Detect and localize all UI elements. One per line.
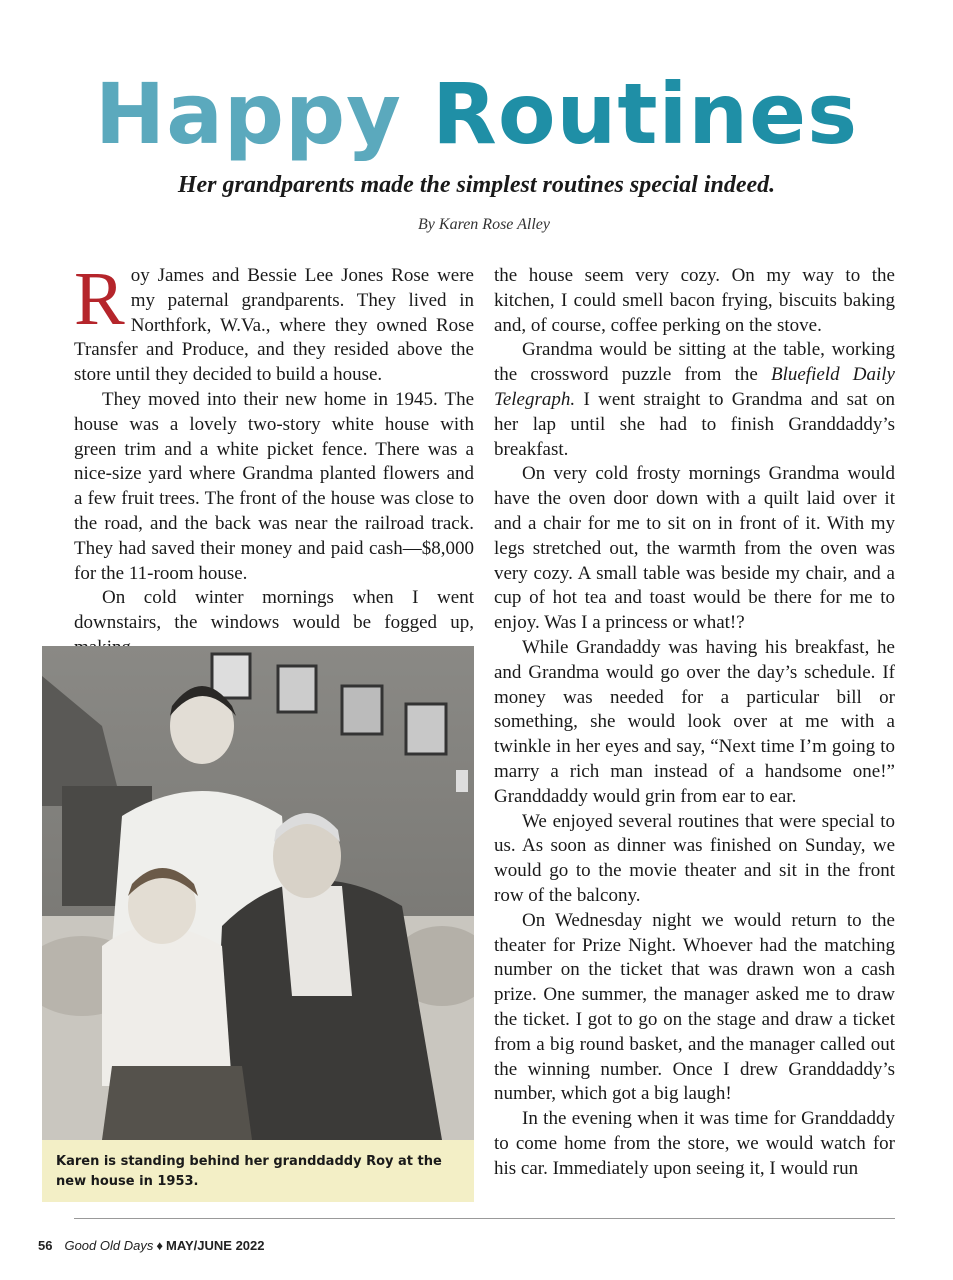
photo-illustration	[42, 646, 474, 1140]
magazine-name: Good Old Days	[64, 1238, 154, 1253]
title-word-routines: Routines	[432, 65, 859, 163]
paragraph-text: Grandma would be sitting at the table, working the crossword puzzle from the	[494, 339, 895, 386]
paragraph: On very cold frosty mornings Grandma would have the oven door down with a quilt laid over it and a chair for me to sit on in front of it. With my legs stretched out, the warmth from the oven was very cozy. A small table was beside my chair, and a cup of hot tea and toast would be there for me to enjoy. Was I a princess or what!?	[494, 463, 895, 634]
newspaper-title: Bluefield Daily Telegraph.	[494, 364, 895, 410]
photo-caption-box	[42, 1140, 474, 1202]
paragraph: In the evening when it was time for Granddaddy to come home from the store, we would watch for his car. Immediately upon seeing it, I would run	[494, 1108, 895, 1179]
issue-date: MAY/JUNE 2022	[165, 1238, 265, 1253]
paragraph: the house seem very cozy. On my way to the kitchen, I could smell bacon frying, biscuits baking and, of course, coffee perking on the stove.	[494, 265, 895, 336]
paragraph: On cold winter mornings when I went downstairs, the windows would be fogged up,	[74, 587, 474, 634]
page-title	[0, 64, 953, 164]
article-column-left	[74, 257, 474, 661]
paragraph	[74, 257, 474, 388]
diamond-separator-icon: ♦	[156, 1238, 163, 1253]
drop-cap: R	[74, 257, 125, 341]
paragraph-text: I went straight to Grandma and sat on her lap until she had to finish Granddaddy’s breakfast.	[494, 388, 895, 460]
paragraph: While Grandaddy was having his breakfast, he and Grandma would go over the day’s schedule. If money was needed for a particular bill or something, she would look over at me with a twinkle in her eyes and say, “Next time I’m going to marry a rich man instead of a handsome one!” Granddaddy would grin from ear to ear.	[494, 636, 895, 807]
footer-divider	[74, 1218, 895, 1219]
paragraph: We enjoyed several routines that were special to us. As soon as dinner was finished on Sunday, we would go to the movie theater and sit in the front row of the balcony.	[494, 810, 895, 906]
paragraph: On Wednesday night we would return to the theater for Prize Night. Whoever had the matching number on the ticket that was drawn won a cash prize. One summer, the manager asked me to draw the ticket. I got to go on the stage and draw a ticket from a big round basket, and the manager called out the winning number. Once I drew Granddaddy’s number, which got a big laugh!	[494, 909, 895, 1105]
paragraph-text: oy James and Bessie Lee Jones Rose were my paternal grandparents. They lived in Northfork, W.Va., where they owned Rose Transfer and Produce, and they resided above the store until they decided to build a house.	[74, 265, 474, 386]
paragraph	[494, 338, 895, 462]
article-column-right	[494, 264, 895, 1181]
byline: By Karen Rose Alley	[418, 216, 550, 233]
photo-caption: Karen is standing behind her granddaddy Roy at the new house in 1953.	[56, 1154, 442, 1189]
paragraph: They moved into their new home in 1945. The house was a lovely two-story white house with green trim and a white picket fence. There was a nice-size yard where Grandma planted flowers and a few fruit trees. The front of the house was close to the road, and the back was near the railroad track. They had saved their money and paid cash—$8,000 for the 11-room house.	[74, 388, 474, 584]
page-number: 56	[38, 1238, 53, 1253]
page-footer	[38, 1238, 265, 1253]
title-word-happy: Happy	[94, 65, 402, 163]
subtitle: Her grandparents made the simplest routines special indeed.	[177, 172, 776, 198]
family-photo	[42, 646, 474, 1140]
